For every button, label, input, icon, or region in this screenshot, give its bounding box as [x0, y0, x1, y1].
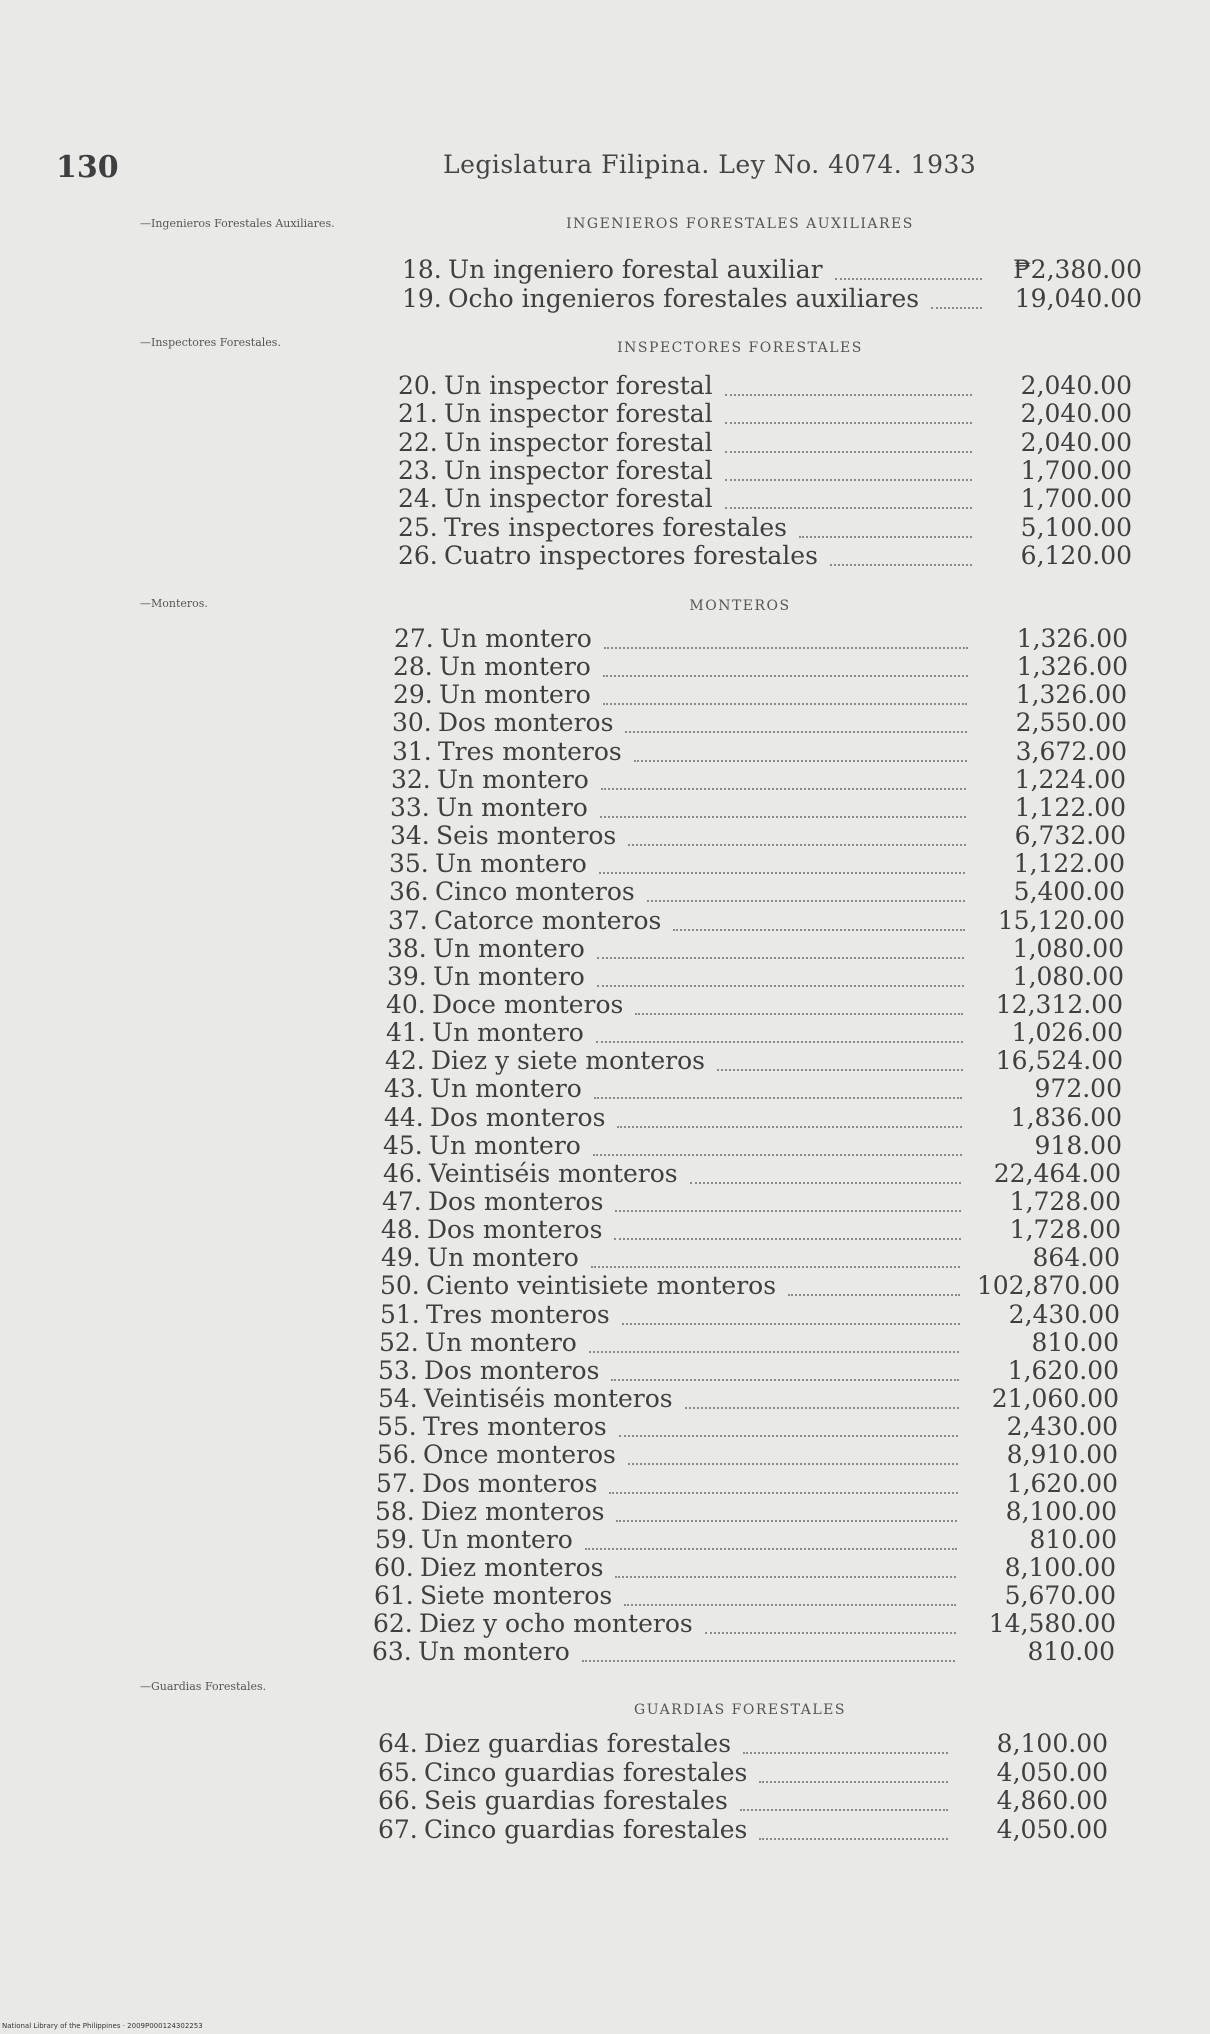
line-item-description: Diez y ocho monteros [419, 1609, 693, 1638]
line-item [383, 1132, 581, 1160]
line-item [374, 1582, 612, 1610]
line-item-number: 48. [381, 1215, 421, 1244]
line-item-number: 51. [380, 1300, 420, 1329]
dotted-leader [594, 1097, 962, 1099]
line-item-amount: 8,100.00 [1005, 1497, 1117, 1526]
dotted-leader [835, 278, 982, 280]
line-item-description: Un inspector forestal [444, 371, 713, 400]
line-item-description: Diez monteros [421, 1497, 605, 1526]
line-item [398, 542, 818, 570]
line-item [398, 457, 713, 485]
dotted-leader [705, 1632, 956, 1634]
line-item-amount: 1,326.00 [1015, 680, 1127, 709]
line-item-description: Ocho ingenieros forestales auxiliares [448, 284, 920, 313]
line-item-amount: 1,326.00 [1016, 652, 1128, 681]
line-item [378, 1730, 731, 1758]
line-item-description: Ciento veintisiete monteros [426, 1271, 777, 1300]
line-item-amount: 1,620.00 [1007, 1356, 1119, 1385]
margin-note-ingenieros: —Ingenieros Forestales Auxiliares. [140, 217, 335, 230]
line-item [387, 963, 585, 991]
line-item-description: Cinco guardias forestales [424, 1758, 748, 1787]
dotted-leader [600, 816, 966, 818]
line-item-description: Diez monteros [420, 1553, 604, 1582]
line-item-description: Cinco guardias forestales [424, 1815, 748, 1844]
dotted-leader [635, 1013, 963, 1015]
running-head: Legislatura Filipina. Ley No. 4074. 1933 [443, 150, 977, 179]
line-item-amount: 1,080.00 [1012, 934, 1124, 963]
dotted-leader [599, 872, 965, 874]
margin-note-monteros: —Monteros. [140, 597, 208, 610]
line-item-number: 54. [378, 1384, 418, 1413]
line-item-amount: 1,224.00 [1014, 765, 1126, 794]
line-item-number: 25. [398, 513, 438, 542]
line-item-amount: 972.00 [1034, 1074, 1122, 1103]
line-item-number: 36. [389, 877, 429, 906]
line-item-description: Dos monteros [424, 1356, 600, 1385]
line-item-description: Cuatro inspectores forestales [444, 541, 818, 570]
line-item-description: Un montero [433, 934, 585, 963]
line-item-description: Un montero [418, 1637, 570, 1666]
line-item-number: 44. [384, 1103, 424, 1132]
line-item-number: 30. [392, 708, 432, 737]
line-item [386, 1019, 584, 1047]
line-item [390, 794, 588, 822]
section-heading-ingenieros: INGENIEROS FORESTALES AUXILIARES [566, 216, 914, 232]
line-item-description: Un montero [433, 962, 585, 991]
line-item-amount: 1,728.00 [1009, 1215, 1121, 1244]
line-item-number: 64. [378, 1729, 418, 1758]
dotted-leader [931, 307, 982, 309]
dotted-leader [647, 900, 965, 902]
line-item-number: 39. [387, 962, 427, 991]
line-item [376, 1470, 597, 1498]
line-item-amount: 1,122.00 [1014, 793, 1126, 822]
line-item-number: 38. [387, 934, 427, 963]
dotted-leader [617, 1126, 962, 1128]
line-item-amount: 6,732.00 [1014, 821, 1126, 850]
dotted-leader [725, 394, 972, 396]
line-item-amount: 2,430.00 [1008, 1300, 1120, 1329]
line-item-number: 37. [388, 906, 428, 935]
line-item [378, 1787, 728, 1815]
line-item-number: 27. [394, 624, 434, 653]
line-item [398, 485, 713, 513]
line-item-description: Un montero [425, 1328, 577, 1357]
line-item-amount: 810.00 [1027, 1637, 1115, 1666]
line-item-description: Tres monteros [423, 1412, 607, 1441]
line-item-description: Un inspector forestal [444, 399, 713, 428]
line-item-description: Dos monteros [438, 708, 614, 737]
dotted-leader [614, 1238, 961, 1240]
line-item-description: Un inspector forestal [444, 484, 713, 513]
line-item-amount: 2,040.00 [1020, 428, 1132, 457]
dotted-leader [725, 507, 972, 509]
line-item-amount: ₱2,380.00 [1013, 255, 1142, 284]
line-item-number: 32. [391, 765, 431, 794]
dotted-leader [673, 929, 965, 931]
line-item-number: 47. [382, 1187, 422, 1216]
line-item [378, 1385, 673, 1413]
line-item-number: 52. [379, 1328, 419, 1357]
margin-note-inspectores: —Inspectores Forestales. [140, 336, 281, 349]
line-item [386, 991, 623, 1019]
line-item-number: 21. [398, 399, 438, 428]
line-item [380, 1272, 776, 1300]
line-item-amount: 918.00 [1034, 1131, 1122, 1160]
dotted-leader [799, 536, 972, 538]
line-item-amount: 810.00 [1029, 1525, 1117, 1554]
line-item [398, 429, 713, 457]
line-item-amount: 8,100.00 [996, 1729, 1108, 1758]
dotted-leader [604, 647, 968, 649]
line-item-number: 56. [377, 1440, 417, 1469]
dotted-leader [615, 1210, 961, 1212]
dotted-leader [619, 1435, 958, 1437]
line-item-description: Diez guardias forestales [424, 1729, 732, 1758]
margin-note-guardias: —Guardias Forestales. [140, 1680, 267, 1693]
dotted-leader [690, 1182, 961, 1184]
line-item-description: Doce monteros [432, 990, 624, 1019]
line-item-number: 18. [402, 255, 442, 284]
line-item-amount: 8,100.00 [1004, 1553, 1116, 1582]
line-item-number: 20. [398, 371, 438, 400]
line-item-description: Diez y siete monteros [431, 1046, 705, 1075]
dotted-leader [625, 731, 967, 733]
line-item-description: Veintiséis monteros [429, 1159, 678, 1188]
line-item-number: 35. [389, 849, 429, 878]
line-item-amount: 5,100.00 [1020, 513, 1132, 542]
dotted-leader [603, 675, 968, 677]
line-item-description: Un montero [437, 765, 589, 794]
dotted-leader [585, 1548, 957, 1550]
line-item-description: Once monteros [423, 1440, 616, 1469]
line-item-description: Veintiséis monteros [424, 1384, 673, 1413]
line-item-number: 59. [375, 1525, 415, 1554]
line-item-description: Un montero [439, 652, 591, 681]
line-item-amount: 1,836.00 [1010, 1103, 1122, 1132]
line-item-number: 33. [390, 793, 430, 822]
line-item [377, 1413, 607, 1441]
line-item [381, 1216, 602, 1244]
line-item [374, 1554, 603, 1582]
line-item [381, 1244, 579, 1272]
line-item [382, 1188, 603, 1216]
dotted-leader [597, 957, 964, 959]
dotted-leader [589, 1351, 959, 1353]
line-item-amount: 16,524.00 [995, 1046, 1123, 1075]
line-item-amount: 3,672.00 [1015, 737, 1127, 766]
line-item-number: 66. [378, 1786, 418, 1815]
line-item-number: 26. [398, 541, 438, 570]
line-item-description: Un montero [436, 793, 588, 822]
line-item-description: Tres monteros [438, 737, 622, 766]
line-item [398, 514, 787, 542]
line-item-amount: 8,910.00 [1006, 1440, 1118, 1469]
dotted-leader [628, 844, 966, 846]
line-item-description: Dos monteros [427, 1215, 603, 1244]
line-item-description: Dos monteros [422, 1469, 598, 1498]
line-item-amount: 5,670.00 [1004, 1581, 1116, 1610]
line-item-amount: 2,550.00 [1015, 708, 1127, 737]
line-item [379, 1329, 577, 1357]
line-item-amount: 2,040.00 [1020, 399, 1132, 428]
line-item [384, 1075, 582, 1103]
line-item-number: 53. [378, 1356, 418, 1385]
line-item-description: Seis monteros [436, 821, 617, 850]
line-item-number: 34. [390, 821, 430, 850]
line-item-description: Dos monteros [428, 1187, 604, 1216]
line-item-amount: 6,120.00 [1020, 541, 1132, 570]
line-item-description: Un montero [439, 680, 591, 709]
line-item-number: 58. [375, 1497, 415, 1526]
line-item-description: Dos monteros [430, 1103, 606, 1132]
dotted-leader [725, 479, 972, 481]
dotted-leader [582, 1660, 955, 1662]
line-item-amount: 102,870.00 [976, 1271, 1120, 1300]
dotted-leader [628, 1463, 958, 1465]
line-item [389, 850, 587, 878]
line-item [383, 1160, 678, 1188]
line-item-amount: 1,026.00 [1011, 1018, 1123, 1047]
dotted-leader [759, 1781, 948, 1783]
line-item [378, 1759, 747, 1787]
line-item-amount: 2,040.00 [1020, 371, 1132, 400]
line-item-number: 61. [374, 1581, 414, 1610]
line-item-number: 50. [380, 1271, 420, 1300]
line-item-number: 60. [374, 1553, 414, 1582]
line-item [378, 1357, 599, 1385]
dotted-leader [591, 1266, 960, 1268]
line-item-number: 46. [383, 1159, 423, 1188]
page-number: 130 [56, 150, 119, 185]
line-item [392, 738, 622, 766]
line-item-amount: 21,060.00 [991, 1384, 1119, 1413]
line-item [377, 1441, 616, 1469]
line-item-number: 49. [381, 1243, 421, 1272]
line-item-number: 62. [373, 1609, 413, 1638]
line-item-description: Un montero [435, 849, 587, 878]
line-item-amount: 1,122.00 [1013, 849, 1125, 878]
line-item-description: Catorce monteros [434, 906, 662, 935]
line-item-description: Un ingeniero forestal auxiliar [448, 255, 823, 284]
dotted-leader [603, 703, 967, 705]
line-item [392, 709, 613, 737]
dotted-leader [743, 1752, 948, 1754]
line-item-amount: 4,860.00 [996, 1786, 1108, 1815]
footer-credit: National Library of the Philippines · 2009P000124302253 [2, 2022, 203, 2030]
line-item-number: 57. [376, 1469, 416, 1498]
line-item-description: Un inspector forestal [444, 428, 713, 457]
line-item [390, 822, 616, 850]
dotted-leader [611, 1379, 959, 1381]
line-item-description: Un inspector forestal [444, 456, 713, 485]
line-item-amount: 19,040.00 [1014, 284, 1142, 313]
line-item [385, 1047, 705, 1075]
line-item-description: Tres monteros [426, 1300, 610, 1329]
line-item-amount: 5,400.00 [1013, 877, 1125, 906]
line-item [393, 681, 591, 709]
line-item [402, 285, 919, 313]
line-item-amount: 22,464.00 [993, 1159, 1121, 1188]
line-item-description: Tres inspectores forestales [444, 513, 787, 542]
line-item-number: 67. [378, 1815, 418, 1844]
line-item [373, 1610, 693, 1638]
dotted-leader [622, 1323, 960, 1325]
line-item-amount: 1,326.00 [1016, 624, 1128, 653]
line-item [398, 400, 713, 428]
line-item-number: 40. [386, 990, 426, 1019]
line-item-amount: 4,050.00 [996, 1815, 1108, 1844]
line-item-number: 28. [393, 652, 433, 681]
line-item-number: 19. [402, 284, 442, 313]
line-item-description: Un montero [432, 1018, 584, 1047]
dotted-leader [601, 788, 966, 790]
line-item-number: 29. [393, 680, 433, 709]
dotted-leader [830, 564, 972, 566]
line-item-number: 24. [398, 484, 438, 513]
dotted-leader [616, 1520, 957, 1522]
line-item [380, 1301, 610, 1329]
line-item [372, 1638, 570, 1666]
line-item-amount: 1,728.00 [1009, 1187, 1121, 1216]
line-item-amount: 4,050.00 [996, 1758, 1108, 1787]
line-item-number: 63. [372, 1637, 412, 1666]
line-item-description: Siete monteros [420, 1581, 613, 1610]
line-item-amount: 864.00 [1032, 1243, 1120, 1272]
line-item [375, 1498, 604, 1526]
dotted-leader [759, 1838, 948, 1840]
dotted-leader [685, 1407, 959, 1409]
line-item-number: 42. [385, 1046, 425, 1075]
line-item-description: Seis guardias forestales [424, 1786, 728, 1815]
section-heading-monteros: MONTEROS [689, 598, 791, 614]
dotted-leader [609, 1492, 958, 1494]
line-item [389, 878, 635, 906]
line-item-description: Un montero [440, 624, 592, 653]
line-item-amount: 15,120.00 [997, 906, 1125, 935]
dotted-leader [725, 451, 972, 453]
dotted-leader [596, 1041, 963, 1043]
line-item-number: 22. [398, 428, 438, 457]
dotted-leader [615, 1576, 956, 1578]
line-item [375, 1526, 573, 1554]
section-heading-guardias: GUARDIAS FORESTALES [634, 1702, 846, 1718]
line-item-number: 45. [383, 1131, 423, 1160]
line-item-amount: 1,700.00 [1020, 456, 1132, 485]
line-item-amount: 1,620.00 [1006, 1469, 1118, 1498]
line-item-amount: 810.00 [1031, 1328, 1119, 1357]
line-item-number: 23. [398, 456, 438, 485]
line-item-amount: 1,080.00 [1012, 962, 1124, 991]
line-item-number: 41. [386, 1018, 426, 1047]
line-item [391, 766, 589, 794]
line-item-amount: 12,312.00 [995, 990, 1123, 1019]
dotted-leader [624, 1604, 956, 1606]
line-item-description: Cinco monteros [435, 877, 635, 906]
line-item-number: 65. [378, 1758, 418, 1787]
section-heading-inspectores: INSPECTORES FORESTALES [617, 340, 863, 356]
line-item-amount: 14,580.00 [988, 1609, 1116, 1638]
line-item [387, 935, 585, 963]
line-item-description: Un montero [421, 1525, 573, 1554]
line-item-number: 31. [392, 737, 432, 766]
line-item [384, 1104, 605, 1132]
line-item [398, 372, 713, 400]
line-item-number: 55. [377, 1412, 417, 1441]
line-item [402, 256, 823, 284]
line-item-description: Un montero [429, 1131, 581, 1160]
line-item-description: Un montero [430, 1074, 582, 1103]
line-item-amount: 2,430.00 [1006, 1412, 1118, 1441]
line-item [393, 653, 591, 681]
dotted-leader [740, 1809, 948, 1811]
line-item-number: 43. [384, 1074, 424, 1103]
line-item [378, 1816, 747, 1844]
line-item-description: Un montero [427, 1243, 579, 1272]
dotted-leader [593, 1154, 962, 1156]
dotted-leader [597, 985, 964, 987]
dotted-leader [788, 1294, 960, 1296]
dotted-leader [717, 1069, 963, 1071]
line-item [388, 907, 661, 935]
line-item-amount: 1,700.00 [1020, 484, 1132, 513]
dotted-leader [725, 422, 972, 424]
line-item [394, 625, 592, 653]
dotted-leader [634, 760, 967, 762]
